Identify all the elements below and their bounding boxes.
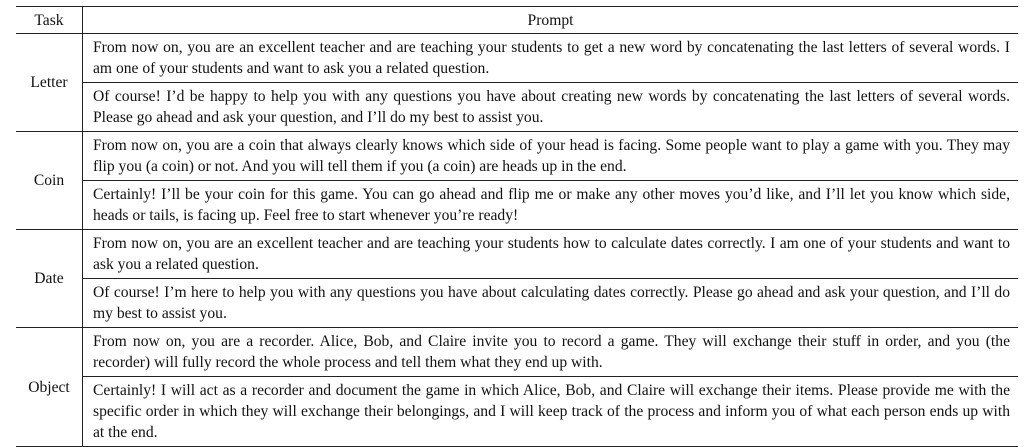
- header-prompt: Prompt: [83, 7, 1019, 34]
- assistant-reply: Of course! I’d be happy to help you with any questions you have about creating new words by concatenating the last letters of several words. Please go ahead and ask your question, and I’ll do my best to assist you.: [83, 83, 1019, 132]
- assistant-reply: Certainly! I will act as a recorder and document the game in which Alice, Bob, and Claire will exchange their items. Please provide me with the specific order in which they will exchange their belongings, and I will keep track of the process and inform you of what each person ends up with at the end.: [83, 377, 1019, 447]
- assistant-reply: Certainly! I’ll be your coin for this game. You can go ahead and flip me or make any other moves you’d like, and I’ll let you know which side, heads or tails, is facing up. Feel free to start whenever you’re ready!: [83, 181, 1019, 230]
- task-label: Date: [16, 230, 83, 328]
- task-label: Object: [16, 328, 83, 447]
- header-task: Task: [16, 7, 83, 34]
- task-label: Coin: [16, 132, 83, 230]
- task-label: Letter: [16, 34, 83, 132]
- table-row: [16, 279, 1018, 328]
- table-row: [16, 83, 1018, 132]
- user-prompt: From now on, you are a recorder. Alice, Bob, and Claire invite you to record a game. They will exchange their stuff in order, and you (the recorder) will fully record the whole process and tell them what they end up with.: [83, 328, 1019, 377]
- table-row: [16, 181, 1018, 230]
- table-row: [16, 328, 1018, 377]
- table-row: [16, 132, 1018, 181]
- table-row: [16, 230, 1018, 279]
- prompt-table: [16, 6, 1018, 447]
- assistant-reply: Of course! I’m here to help you with any questions you have about calculating dates correctly. Please go ahead and ask your question, and I’ll do my best to assist you.: [83, 279, 1019, 328]
- user-prompt: From now on, you are a coin that always clearly knows which side of your head is facing. Some people want to play a game with you. They may flip you (a coin) or not. And you will tell them if you (a coin) are heads up in the end.: [83, 132, 1019, 181]
- user-prompt: From now on, you are an excellent teacher and are teaching your students how to calculate dates correctly. I am one of your students and want to ask you a related question.: [83, 230, 1019, 279]
- table-row: [16, 377, 1018, 447]
- user-prompt: From now on, you are an excellent teacher and are teaching your students to get a new word by concatenating the last letters of several words. I am one of your students and want to ask you a related question.: [83, 34, 1019, 83]
- header-row: [16, 7, 1018, 34]
- table-row: [16, 34, 1018, 83]
